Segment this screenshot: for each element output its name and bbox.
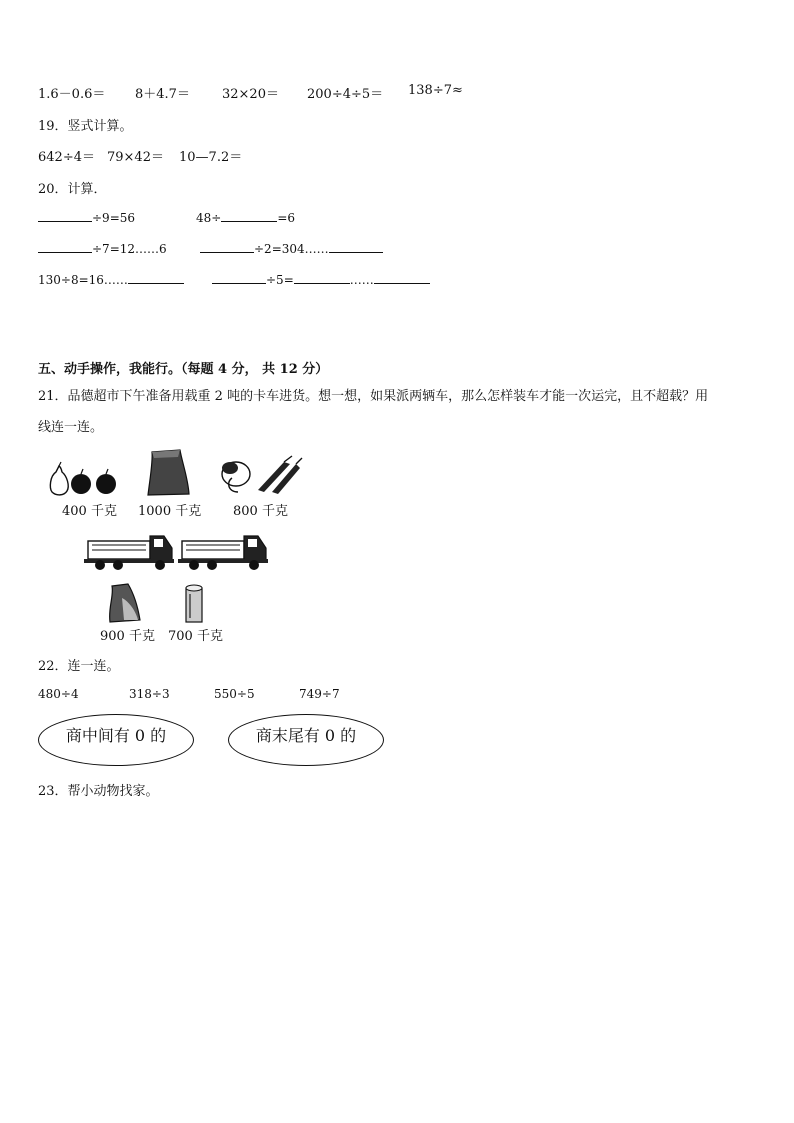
q19-item: 10—7.2＝ xyxy=(179,150,243,165)
q20-line3b xyxy=(212,271,430,287)
answer-blank[interactable] xyxy=(38,209,92,222)
problem-5: 138÷7≈ xyxy=(408,83,463,98)
q20-line1b xyxy=(196,209,295,225)
weight-label: 700 千克 xyxy=(168,629,223,644)
q20-text: …… xyxy=(349,273,374,287)
section-heading: 五、动手操作，我能行。（每题 4 分， 共 12 分） xyxy=(38,362,329,377)
q21-text: 21．品德超市下午准备用载重 2 吨的卡车进货。想一想，如果派两辆车，那么怎样装车才能一次运完，且不超载？用 xyxy=(38,389,709,404)
rice-sack-icon xyxy=(148,450,189,495)
answer-blank[interactable] xyxy=(128,271,184,284)
answer-blank[interactable] xyxy=(374,271,430,284)
q20-text: ÷9=56 xyxy=(92,211,136,225)
oval-label: 商末尾有 0 的 xyxy=(255,726,357,745)
q22-item[interactable]: 749÷7 xyxy=(299,687,340,701)
q21-text: 线连一连。 xyxy=(38,420,104,435)
q20-line3a xyxy=(38,271,184,287)
answer-blank[interactable] xyxy=(38,240,92,253)
pear-apples-icon xyxy=(50,462,116,495)
q22-item[interactable]: 480÷4 xyxy=(38,687,79,701)
canister-icon xyxy=(186,585,202,622)
problem-2: 8＋4.7＝ xyxy=(135,87,190,102)
q20-text: =6 xyxy=(277,211,296,225)
q19-item: 79×42＝ xyxy=(107,150,164,165)
q22-item[interactable]: 318÷3 xyxy=(129,687,170,701)
q20-line2b xyxy=(200,240,383,256)
q19-title: 19．竖式计算。 xyxy=(38,119,133,134)
answer-blank[interactable] xyxy=(329,240,383,253)
truck-icon[interactable] xyxy=(178,536,268,570)
answer-blank[interactable] xyxy=(221,209,277,222)
q20-text: ÷5= xyxy=(266,273,294,287)
answer-oval[interactable] xyxy=(38,714,194,766)
weight-label: 400 千克 xyxy=(62,504,117,519)
q20-text: ÷7=12……6 xyxy=(92,242,167,256)
weight-label: 800 千克 xyxy=(233,504,288,519)
q20-title: 20．计算． xyxy=(38,182,107,197)
problem-4: 200÷4÷5＝ xyxy=(307,87,384,102)
flour-sack-icon xyxy=(110,584,140,622)
problem-3: 32×20＝ xyxy=(222,87,279,102)
q23-title: 23．帮小动物找家。 xyxy=(38,784,159,799)
q22-item[interactable]: 550÷5 xyxy=(214,687,255,701)
q22-title: 22．连一连。 xyxy=(38,659,120,674)
problem-1: 1.6－0.6＝ xyxy=(38,87,106,102)
q20-text: 130÷8=16…… xyxy=(38,273,128,287)
answer-blank[interactable] xyxy=(294,271,350,284)
vegetables-icon xyxy=(222,456,302,494)
weight-label: 900 千克 xyxy=(100,629,155,644)
q19-item: 642÷4＝ xyxy=(38,150,95,165)
answer-oval[interactable] xyxy=(228,714,384,766)
q20-line2a xyxy=(38,240,167,256)
oval-label: 商中间有 0 的 xyxy=(65,726,167,745)
answer-blank[interactable] xyxy=(212,271,266,284)
q20-text: ÷2=304…… xyxy=(254,242,329,256)
q20-text: 48÷ xyxy=(196,211,222,225)
weight-label: 1000 千克 xyxy=(138,504,202,519)
q21-illustration xyxy=(40,448,310,648)
truck-icon[interactable] xyxy=(84,536,174,570)
answer-blank[interactable] xyxy=(200,240,254,253)
q20-line1a xyxy=(38,209,135,225)
